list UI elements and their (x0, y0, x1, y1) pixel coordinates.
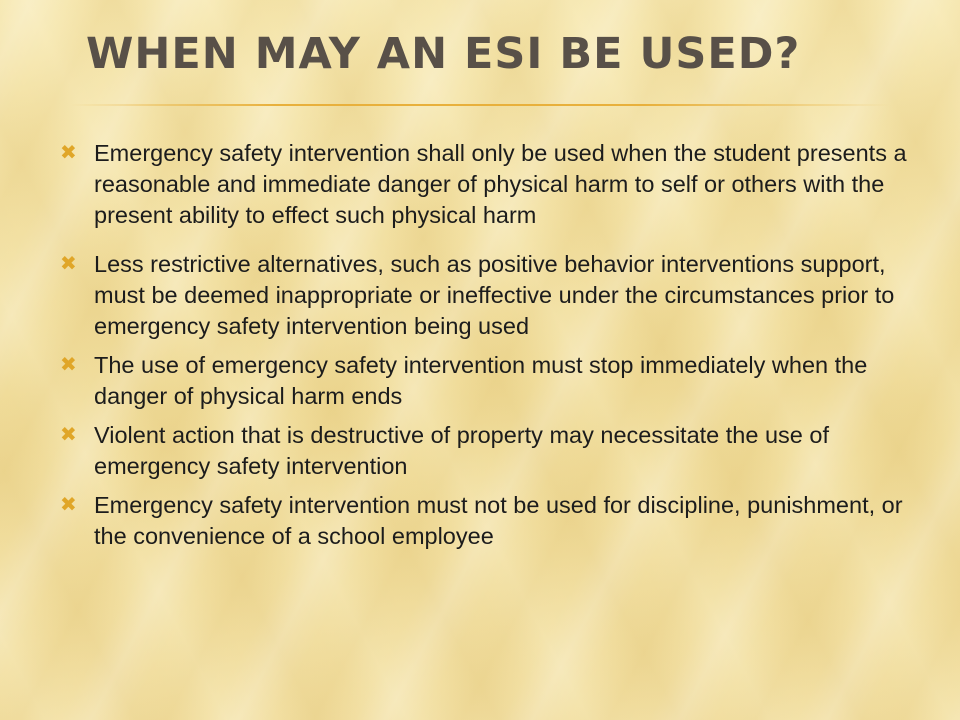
x-mark-bullet-icon: ✖ (60, 142, 77, 164)
list-item (60, 138, 920, 231)
bullet-text: Emergency safety intervention must not be used for discipline, punishment, or the convenience of a school employee (94, 492, 903, 549)
bullet-text: Emergency safety intervention shall only be used when the student presents a reasonable and immediate danger of physical harm to self or others with the present ability to effect such physical harm (94, 140, 907, 228)
x-mark-bullet-icon: ✖ (60, 253, 77, 275)
list-item (60, 350, 920, 412)
slide-title: WHEN MAY AN ESI BE USED? (86, 29, 801, 79)
bullet-list (60, 138, 920, 552)
x-mark-bullet-icon: ✖ (60, 424, 77, 446)
bullet-text: The use of emergency safety intervention must stop immediately when the danger of physical harm ends (94, 352, 868, 409)
x-mark-bullet-icon: ✖ (60, 494, 77, 516)
x-mark-bullet-icon: ✖ (60, 354, 77, 376)
list-item (60, 490, 920, 552)
list-item (60, 420, 920, 482)
bullet-text: Less restrictive alternatives, such as positive behavior interventions support, must be deemed inappropriate or ineffective under the circumstances prior to emergency safety intervention being used (94, 251, 895, 339)
list-item (60, 249, 920, 342)
bullet-text: Violent action that is destructive of property may necessitate the use of emergency safety intervention (94, 422, 829, 479)
title-divider (70, 104, 890, 106)
